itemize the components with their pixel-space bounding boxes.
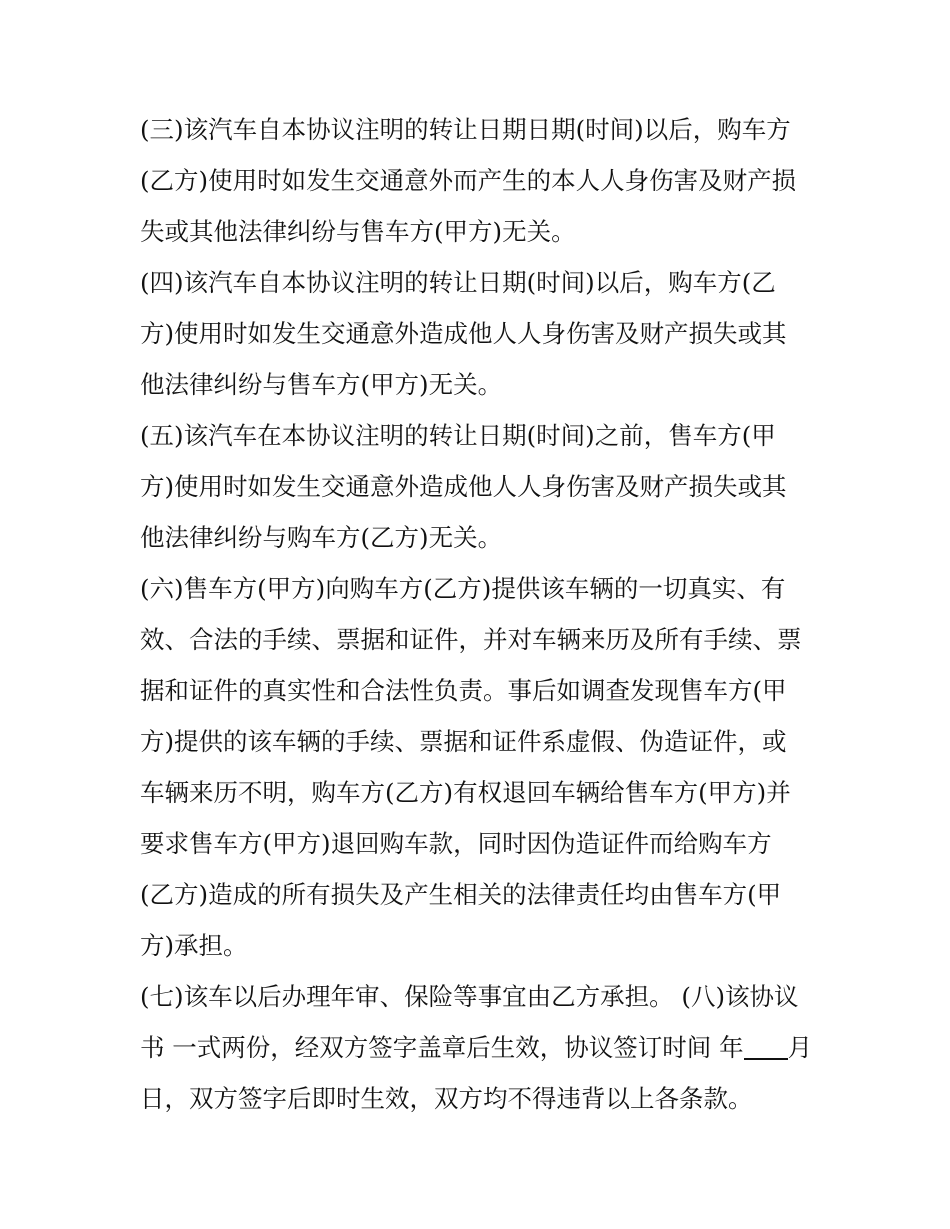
clause-5-line-2: 方)使用时如发生交通意外造成他人人身伤害及财产损失或其 [140,472,787,501]
clause-6-line-1: (六)售车方(甲方)向购车方(乙方)提供该车辆的一切真实、有 [140,574,786,603]
clause-3-line-2: (乙方)使用时如发生交通意外而产生的本人人身伤害及财产损 [140,166,797,195]
month-blank [744,1032,788,1060]
clause-8-date-line [140,1022,820,1073]
clause-3-line-1: (三)该汽车自本协议注明的转让日期日期(时间)以后，购车方 [140,115,791,144]
clause-4-line-2: 方)使用时如发生交通意外造成他人人身伤害及财产损失或其 [140,319,787,348]
clause-6-line-3: 据和证件的真实性和合法性负责。事后如调查发现售车方(甲 [140,676,787,705]
clause-6-line-4: 方)提供的该车辆的手续、票据和证件系虚假、伪造证件，或 [140,727,787,756]
clause-8-date-text-after: 月 [787,1033,813,1062]
clause-6-line-5: 车辆来历不明，购车方(乙方)有权退回车辆给售车方(甲方)并 [140,778,791,807]
clause-7-line-1: (七)该车以后办理年审、保险等事宜由乙方承担。 (八)该协议 [140,982,799,1011]
clause-8-date-text-before: 书 一式两份，经双方签字盖章后生效，协议签订时间 年 [140,1033,744,1062]
clause-6-line-7: (乙方)造成的所有损失及产生相关的法律责任均由售车方(甲 [140,880,782,909]
clause-5-line-3: 他法律纠纷与购车方(乙方)无关。 [140,523,503,552]
clause-3-line-3: 失或其他法律纠纷与售车方(甲方)无关。 [140,217,576,246]
clause-6-line-2: 效、合法的手续、票据和证件，并对车辆来历及所有手续、票 [140,625,802,654]
clause-8-last-line: 日，双方签字后即时生效，双方均不得违背以上各条款。 [140,1084,753,1113]
clause-6-line-6: 要求售车方(甲方)退回购车款，同时因伪造证件而给购车方 [140,829,772,858]
clause-5-line-1: (五)该汽车在本协议注明的转让日期(时间)之前，售车方(甲 [140,421,776,450]
clause-4-line-3: 他法律纠纷与售车方(甲方)无关。 [140,370,503,399]
clause-4-line-1: (四)该汽车自本协议注明的转让日期(时间)以后，购车方(乙 [140,268,776,297]
clause-6-line-8: 方)承担。 [140,931,248,960]
document-body [140,104,820,1124]
